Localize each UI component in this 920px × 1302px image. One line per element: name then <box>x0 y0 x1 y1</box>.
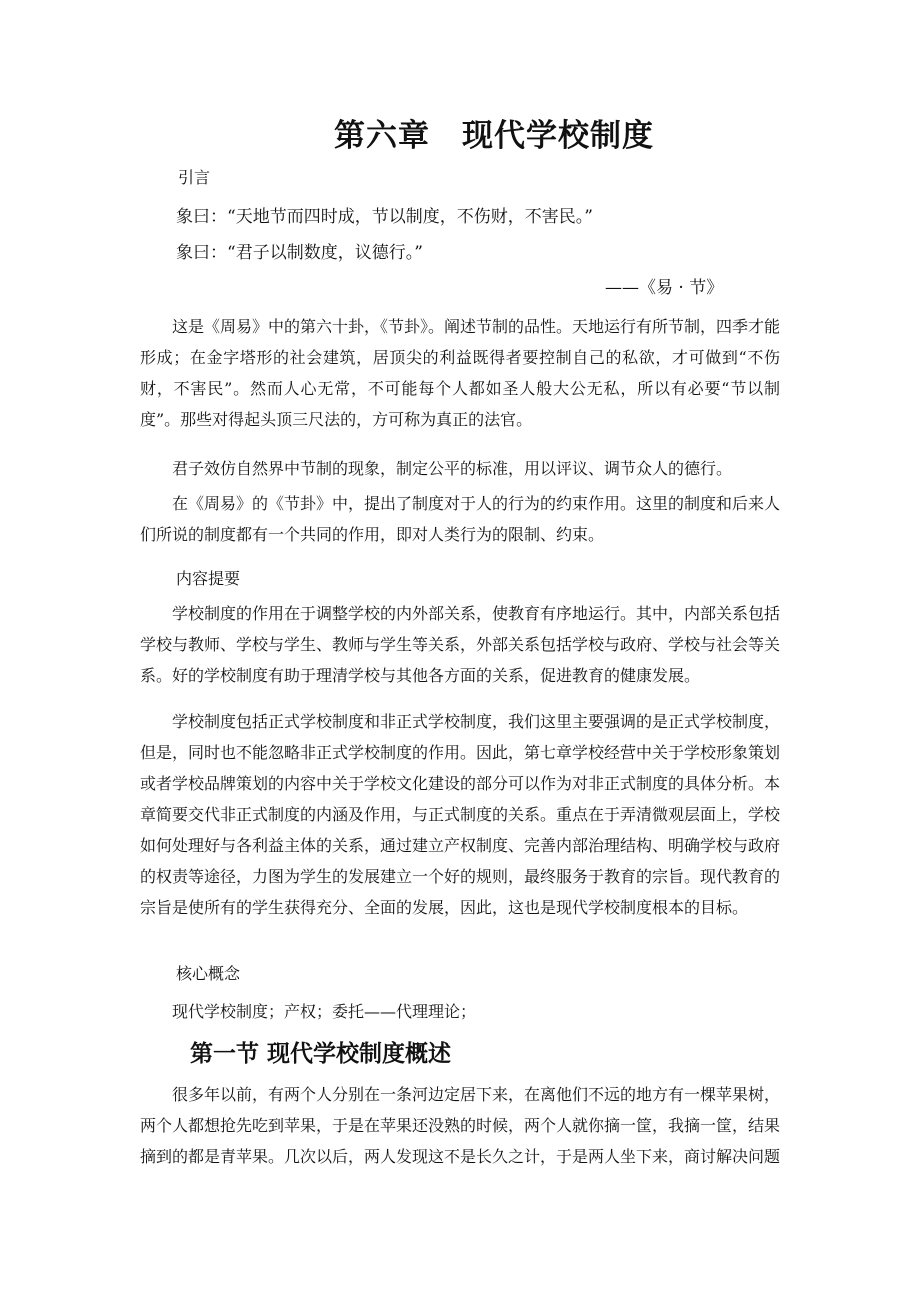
chapter-title: 第六章 现代学校制度 <box>334 118 654 154</box>
intro-heading: 引言 <box>178 168 211 187</box>
section-1-title: 第一节 现代学校制度概述 <box>190 1041 452 1067</box>
intro-quote-2: 象曰：“君子以制数度，议德行。” <box>176 243 423 263</box>
summary-paragraph-1: 学校制度的作用在于调整学校的内外部关系，使教育有序地运行。其中，内部关系包括学校与教师、学校与学生、教师与学生等关系，外部关系包括学校与政府、学校与社会等关系。好的学校制度有助于理清学校与其他各方面的关系，促进教育的健康发展。 <box>140 604 781 685</box>
concepts-heading: 核心概念 <box>176 964 241 983</box>
intro-quote-1: 象曰：“天地节而四时成，节以制度，不伤财，不害民。” <box>176 207 593 227</box>
summary-paragraph-2: 学校制度包括正式学校制度和非正式学校制度，我们这里主要强调的是正式学校制度，但是，同时也不能忽略非正式学校制度的作用。因此，第七章学校经营中关于学校形象策划或者学校品牌策划的内容中关于学校文化建设的部分可以作为对非正式制度的具体分析。本章简要交代非正式制度的内涵及作用，与正式制度的关系。重点在于弄清微观层面上，学校如何处理好与各利益主体的关系，通过建立产权制度、完善内部治理结构、明确学校与政府的权责等途径，力图为学生的发展建立一个好的规则，最终服务于教育的宗旨。现代教育的宗旨是使所有的学生获得充分、全面的发展，因此，这也是现代学校制度根本的目标。 <box>140 712 781 917</box>
intro-paragraph-3: 在《周易》的《节卦》中，提出了制度对于人的行为的约束作用。这里的制度和后来人们所说的制度都有一个共同的作用，即对人类行为的限制、约束。 <box>140 494 781 544</box>
summary-heading: 内容提要 <box>176 569 241 588</box>
intro-paragraph-1: 这是《周易》中的第六十卦，《节卦》。阐述节制的品性。天地运行有所节制，四季才能形成；在金字塔形的社会建筑，居顶尖的利益既得者要控制自己的私欲，才可做到“不伤财，不害民”。然而人心无常，不可能每个人都如圣人般大公无私，所以有必要“节以制度”。那些对得起头顶三尺法的，方可称为真正的法官。 <box>140 317 781 429</box>
intro-quote-source: ——《易 · 节》 <box>605 278 724 298</box>
concepts-text: 现代学校制度；产权；委托——代理理论； <box>172 1002 477 1021</box>
section-1-paragraph: 很多年以前，有两个人分别在一条河边定居下来，在离他们不远的地方有一棵苹果树，两个人都想抢先吃到苹果，于是在苹果还没熟的时候，两个人就你摘一筐，我摘一筐，结果摘到的都是青苹果。几次以后，两人发现这不是长久之计，于是两人坐下来，商讨解决问题 <box>140 1085 781 1166</box>
intro-paragraph-2: 君子效仿自然界中节制的现象，制定公平的标准，用以评议、调节众人的德行。 <box>172 459 733 478</box>
